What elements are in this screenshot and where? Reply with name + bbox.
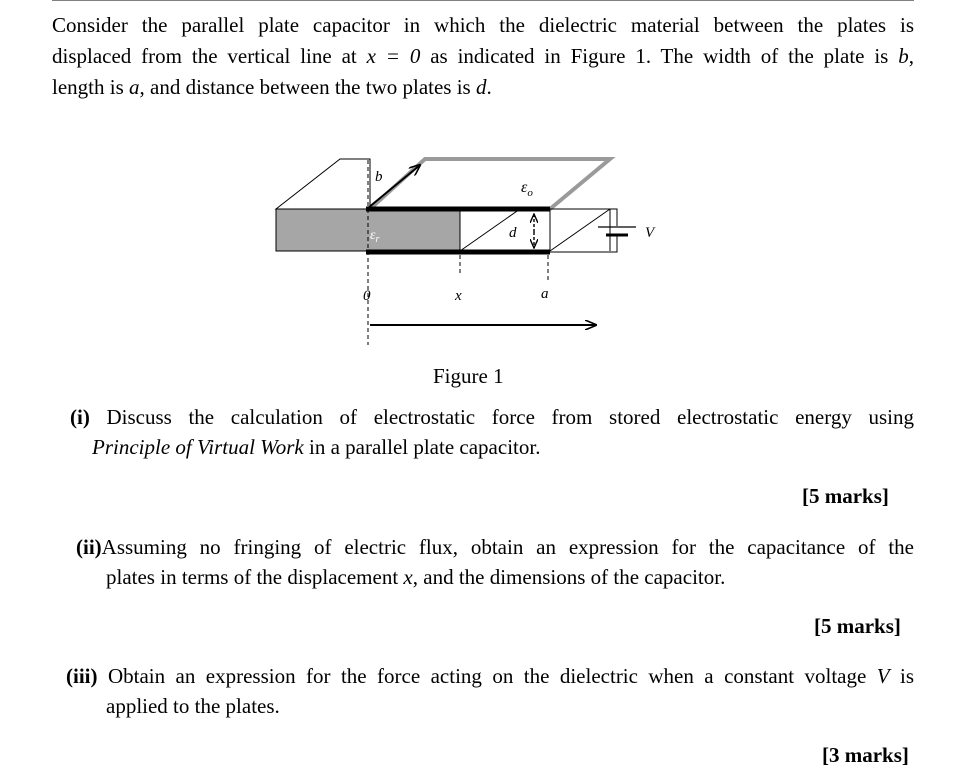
question-ii-line-1 bbox=[76, 532, 914, 562]
label-epsilon-r-sub: r bbox=[375, 234, 380, 245]
question-iii-line-1 bbox=[66, 661, 914, 691]
top-plate-outline bbox=[370, 159, 610, 209]
label-epsilon-0 bbox=[521, 179, 533, 199]
question-i-number: (i) bbox=[70, 405, 90, 429]
question-iii-var-V: V bbox=[876, 664, 890, 688]
intro-line-3-mid: , and distance between the two plates is bbox=[139, 75, 476, 99]
intro-var-d: d bbox=[475, 75, 487, 99]
label-epsilon-r-symbol: ε bbox=[370, 228, 376, 243]
figure-caption: Figure 1 bbox=[433, 364, 504, 388]
question-ii bbox=[76, 532, 914, 592]
intro-var-a: a bbox=[129, 75, 140, 99]
label-b: b bbox=[375, 169, 383, 185]
question-i-principle: Principle of Virtual Work bbox=[92, 435, 304, 459]
label-epsilon-0-sub: o bbox=[527, 187, 533, 199]
question-i-line-2 bbox=[70, 432, 914, 462]
question-ii-text-1: Assuming no fringing of electric flux, obtain an expression for the capacitance of the bbox=[101, 535, 914, 559]
capacitor-figure bbox=[0, 150, 963, 360]
dielectric-top-face bbox=[276, 159, 370, 209]
question-ii-var-x: x bbox=[403, 565, 413, 589]
question-i bbox=[70, 402, 914, 462]
intro-line-2 bbox=[52, 41, 914, 72]
intro-line-2-text: displaced from the vertical line at bbox=[52, 44, 367, 68]
intro-paragraph bbox=[52, 10, 914, 103]
intro-var-b: b bbox=[898, 44, 909, 68]
intro-line-3-end: . bbox=[486, 75, 492, 99]
question-i-line-1 bbox=[70, 402, 914, 432]
question-iii-text-1: Obtain an expression for the force acting on the dielectric when a constant voltage bbox=[107, 664, 877, 688]
question-i-marks: [5 marks] bbox=[802, 484, 889, 508]
intro-line-3 bbox=[52, 72, 914, 103]
question-ii-marks: [5 marks] bbox=[814, 614, 901, 638]
intro-line-1: Consider the parallel plate capacitor in which the dielectric material between the plates is bbox=[52, 13, 914, 37]
box-diagonal-2 bbox=[550, 209, 610, 251]
question-iii-marks: [3 marks] bbox=[822, 743, 909, 767]
question-ii-text-3: , and the dimensions of the capacitor. bbox=[412, 565, 726, 589]
page-top-rule bbox=[0, 0, 963, 2]
intro-line-3-text: length is bbox=[52, 75, 129, 99]
question-ii-line-2 bbox=[76, 562, 914, 592]
question-iii-text-2: is bbox=[889, 664, 915, 688]
question-ii-text-2: plates in terms of the displacement bbox=[106, 565, 404, 589]
question-i-text-2: in a parallel plate capacitor. bbox=[303, 435, 541, 459]
label-V: V bbox=[645, 225, 655, 241]
question-iii-number: (iii) bbox=[66, 664, 98, 688]
label-zero: 0 bbox=[363, 288, 371, 304]
intro-eq-x0: x = 0 bbox=[366, 44, 421, 68]
label-a: a bbox=[541, 286, 549, 302]
label-epsilon-0-symbol: ε bbox=[521, 179, 528, 196]
question-i-text-1: Discuss the calculation of electrostatic force from stored electrostatic energy using bbox=[106, 405, 914, 429]
intro-line-2-end: , bbox=[908, 44, 914, 68]
question-iii-line-2: applied to the plates. bbox=[106, 694, 280, 718]
intro-line-2-mid: as indicated in Figure 1. The width of the plate is bbox=[420, 44, 899, 68]
question-ii-number: (ii) bbox=[76, 535, 102, 559]
label-x: x bbox=[455, 288, 462, 304]
label-d: d bbox=[509, 225, 517, 241]
question-iii bbox=[66, 661, 914, 721]
